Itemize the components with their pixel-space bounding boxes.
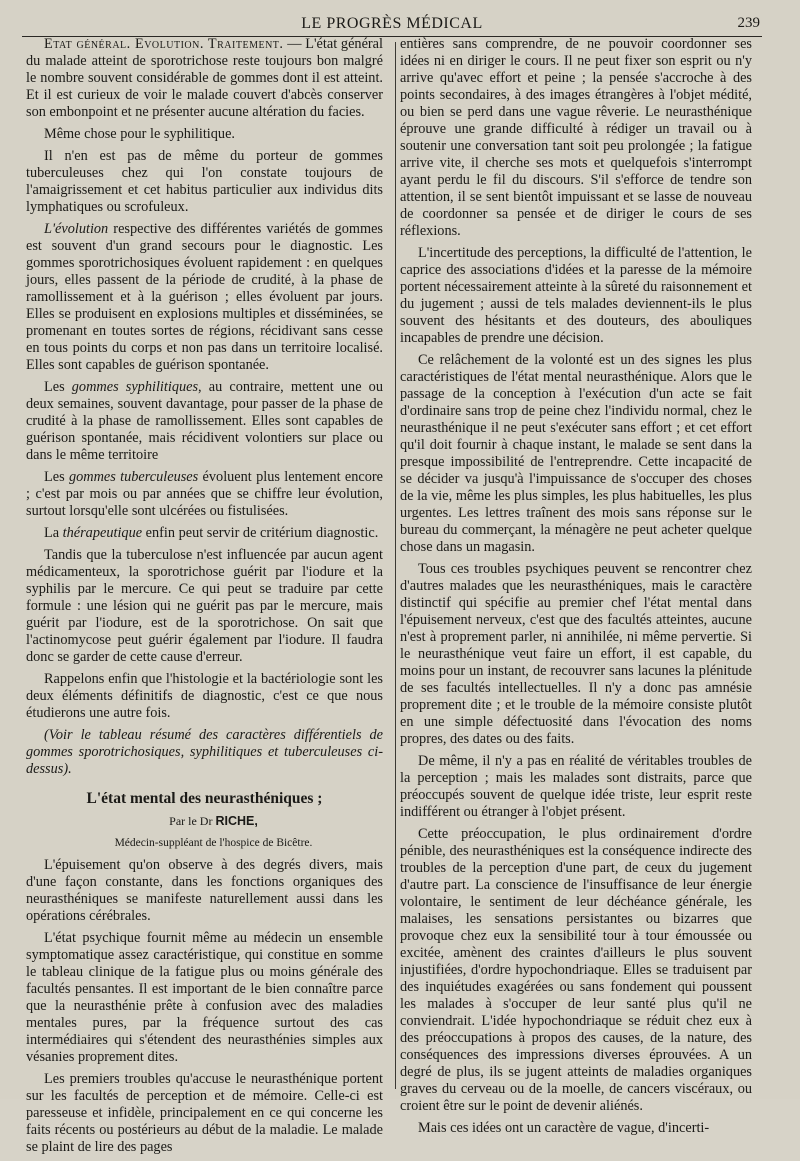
author-affiliation: Médecin-suppléant de l'hospice de Bicêtre.: [114, 837, 313, 849]
byline: [26, 813, 383, 830]
article-title: L'état mental des neurasthéniques ;: [86, 790, 323, 807]
section-lead: Etat général. Evolution. Traitement.: [44, 36, 284, 52]
paragraph: Même chose pour le syphilitique.: [44, 126, 235, 142]
author-name: RICHE,: [215, 814, 258, 828]
journal-title: LE PROGRÈS MÉDICAL: [301, 15, 483, 32]
paragraph-text: évoluent plus lentement encore ; c'est par mois ou par années que se chiffre leur évolution, surtout lorsqu'elle sont ulcérées ou fistulisées.: [26, 469, 384, 519]
paragraph-text: , au contraire, mettent une ou deux semaines, souvent davantage, pour passer de la phase de crudité à la phase de ramollissement. Elles sont capables de guérison spontanée, mais récidivent volontiers sur place ou dans le même territoire: [26, 379, 383, 463]
paragraph-therapeutique: [26, 525, 383, 542]
paragraph-text: — L'état général du malade atteint de sporotrichose reste toujours bon malgré le nombre souvent considérable de gommes dont il est atteint. Et il est curieux de voir le malade couvert d'abcès conserver son embonpoint et ne présenter aucune altération du facies.: [26, 36, 383, 120]
paragraph: Ce relâchement de la volonté est un des signes les plus caractéristiques de l'état mental neurasthénique. Alors que le passage de la conception à l'exécution d'un acte se fait d'ordinaire sans trop de peine chez l'individu normal, chez le neurasthénique il ne peut s'exécuter sans effort ; et cet effort qu'il doit fournir à chaque instant, le malade se sent dans la presque impossibilité de l'entreprendre. Cette incapacité de se décider va jusqu'à l'impuissance de s'occuper des choses de la vie, même les plus simples, les plus habituelles, les plus urgentes. Les lettres traînent des mois sans réponse sur le bureau du commerçant, la ménagère ne peut acheter quelque chose dans un magasin.: [400, 352, 752, 555]
italic-term: L'évolution: [44, 221, 109, 237]
paragraph: Tous ces troubles psychiques peuvent se rencontrer chez d'autres malades que les neurasthéniques, mais le caractère distinctif qui spécifie au premier chef l'état mental dans l'épuisement nerveux, c'est que des facultés atteintes, aucune n'est à proprement parler, ni annihilée, ni même pervertie. Si le neurasthénique veut faire un effort, il est capable, du moins pour un instant, de recouvrer sans lacunes la plénitude de ses facultés intellectuelles. Il n'y a donc pas amnésie proprement dite ; et le trouble de la mémoire consiste plutôt en une simple défectuosité dans l'évocation des noms propres, des dates ou des faits.: [400, 561, 752, 747]
page-header: [22, 14, 762, 37]
paragraph-text: enfin peut servir de critérium diagnostic.: [142, 525, 379, 541]
paragraph: L'état psychique fournit même au médecin un ensemble symptomatique assez caractéristique, qui constitue en somme le tableau clinique de la fatigue plus ou moins générale des facultés pensantes. Il est important de le bien connaître parce que la neurasthénie prête à confusion avec des maladies mentales pures, par la fréquence surtout des cas intermédiaires qui s'étendent des neurasthénies simples aux vésanies proprement dites.: [26, 930, 383, 1065]
italic-term: thérapeutique: [62, 525, 143, 541]
right-column: [400, 36, 752, 1142]
paragraph-etat-general: [26, 36, 383, 121]
paragraph: Mais ces idées ont un caractère de vague, d'incerti-: [418, 1120, 710, 1136]
italic-term: gommes syphilitiques: [71, 379, 199, 395]
byline-prefix: Par le Dr: [169, 814, 216, 828]
paragraph-continued: entières sans comprendre, de ne pouvoir coordonner ses idées ni en diriger le cours. Il ne peut fixer son esprit ou n'y arrive qu'avec effort et peine ; la pensée s'accroche à des points secondaires, à des images étrangères à l'objet médité, ou bien se perd dans une vague rêverie. Le neurasthénique éprouve une grande difficulté à rédiger un travail ou à soutenir une conversation tant soit peu prolongée ; la fatigue arrive vite, il cherche ses mots et quelquefois s'interrompt ayant perdu le fil du discours. S'il s'efforce de tendre son attention, il se sent bientôt impuissant et se lasse de nouveau de coordonner sa pensée et de diriger le cours de ses réflexions.: [400, 36, 752, 239]
paragraph: Tandis que la tuberculose n'est influencée par aucun agent médicamenteux, la sporotrichose guérit par l'iodure et la syphilis par le mercure. Ce qui peut se traduire par cette formule : une lésion qui ne guérit pas par le mercure, mais guérit par l'iodure, est de la sporotrichose. On sait que l'actinomycose peut guérir également par l'iodure. Il faudra donc se garder de cette cause d'erreur.: [26, 547, 383, 665]
paragraph: Rappelons enfin que l'histologie et la bactériologie sont les deux éléments définitifs de diagnostic, c'est ce que nous étudierons une autre fois.: [26, 671, 383, 721]
paragraph-syphilitiques: [26, 379, 383, 464]
table-note: (Voir le tableau résumé des caractères différentiels de gommes sporotrichosiques, syphilitiques et tuberculeuses ci-dessus).: [26, 727, 383, 777]
paragraph-tuberculeuses: [26, 469, 383, 520]
paragraph: Cette préoccupation, le plus ordinairement d'ordre pénible, des neurasthéniques est la conséquence indirecte des troubles de la perception d'une part, de ceux du jugement d'autre part. La conscience de l'insuffisance de leur énergie volontaire, le sentiment de leur déchéance générale, les malaises, les sensations persistantes ou bizarres que provoque chez eux la sensibilité tour à tour émoussée ou excitée, amènent des craintes d'ailleurs le plus souvent injustifiées, d'ordre hypochondriaque. Elles se traduisent par des inquiétudes exagérées ou sans fondement qui poussent les malades à s'occuper de leur santé plus qu'il ne conviendrait. L'idée hypochondriaque se réduit chez eux à des préoccupations à propos des causes, de la nature, des conséquences des impressions diverses éprouvées. A un degré de plus, ils se jugent atteints de maladies organiques graves du cerveau ou de la moelle, de cancers viscéraux, ou croient être sur le point de devenir aliénés.: [400, 826, 752, 1114]
paragraph-text: Les: [44, 469, 69, 485]
paragraph-text: Les: [44, 379, 72, 395]
paragraph-text: La: [44, 525, 63, 541]
paragraph-evolution: [26, 221, 383, 374]
paragraph: Les premiers troubles qu'accuse le neurasthénique portent sur les facultés de perception et de mémoire. Celle-ci est paresseuse et infidèle, principalement en ce qui concerne les faits récents ou postérieurs au début de la maladie. Le malade se plaint de lire des pages: [26, 1071, 383, 1155]
left-column: [26, 36, 383, 1161]
paragraph: L'épuisement qu'on observe à des degrés divers, mais d'une façon constante, dans les fonctions organiques des neurasthéniques se manifeste naturellement aussi dans les opérations cérébrales.: [26, 857, 383, 924]
paragraph: L'incertitude des perceptions, la difficulté de l'attention, le caprice des associations d'idées et la paresse de la mémoire portent nécessairement atteinte à la sûreté du raisonnement et du jugement ; aussi de tels malades deviennent-ils le plus souvent des hésitants et des douteurs, des abouliques incapables de prendre une décision.: [400, 245, 752, 346]
paragraph-text: respective des différentes variétés de gommes est souvent d'un grand secours pour le diagnostic. Les gommes sporotrichosiques évoluent rapidement : en quelques jours, elles passent de la période de crudité, à la phase de ramollissement et à la guérison ; elles évoluent par jours. Elles se produisent en explosions multiples et disséminées, se promenant en toutes sortes de régions, récidivant sans cesse en tous points du corps et non pas dans un territoire localisé. Elles sont capables de guérison spontanée.: [26, 221, 383, 373]
paragraph: De même, il n'y a pas en réalité de véritables troubles de la perception ; mais les malades sont distraits, parce que préoccupés souvent de quelque idée triste, leur esprit reste indifférent ou étranger à l'objet présent.: [400, 753, 752, 820]
page-number: 239: [737, 15, 760, 31]
paragraph: Il n'en est pas de même du porteur de gommes tuberculeuses chez qui l'on constate toujours de l'amaigrissement et cet habitus particulier aux individus dits lymphatiques ou scrofuleux.: [26, 148, 383, 215]
column-divider: [395, 42, 396, 1089]
italic-term: gommes tuberculeuses: [68, 469, 199, 485]
